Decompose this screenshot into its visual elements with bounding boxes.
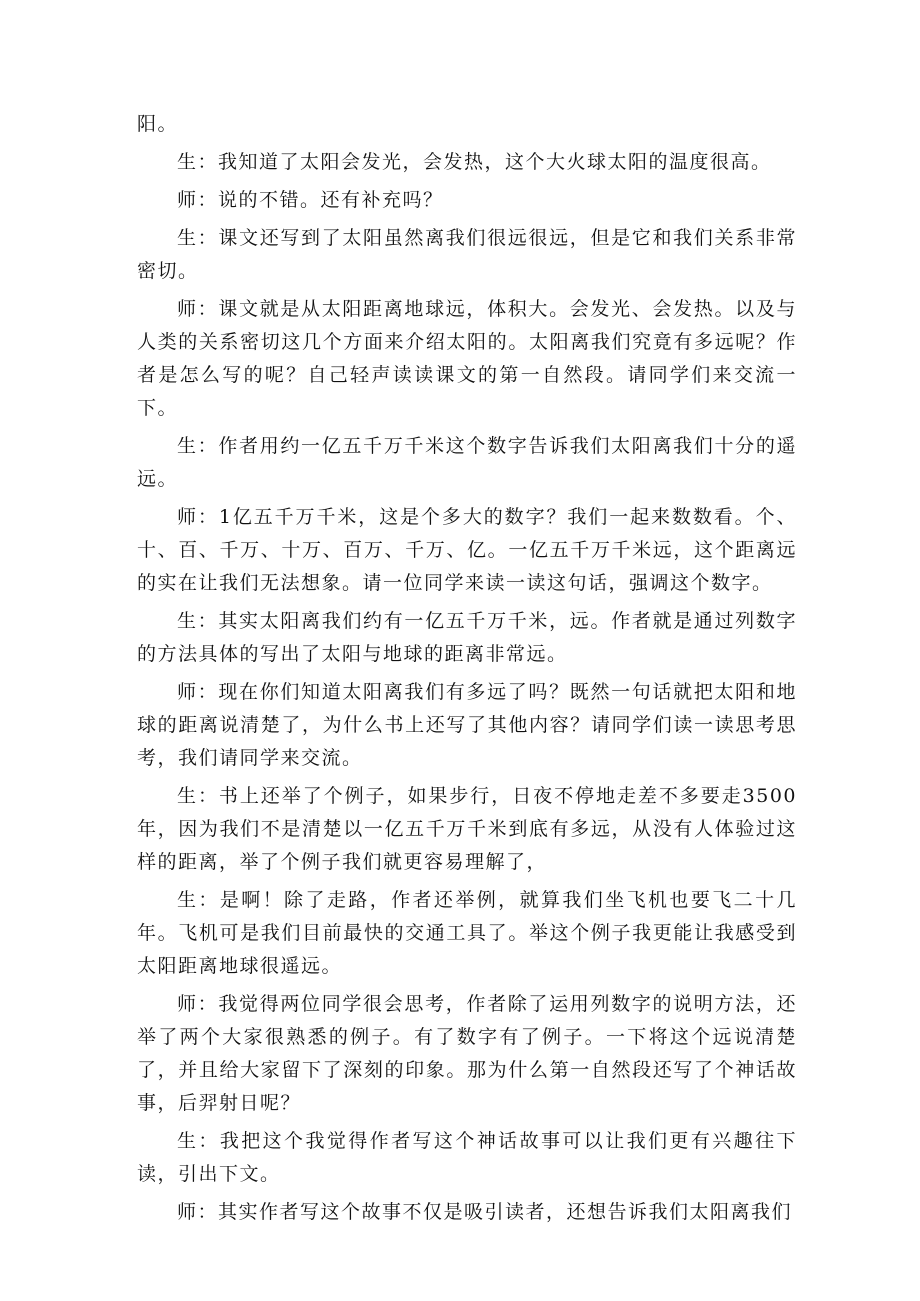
paragraph-teacher-4: 师：现在你们知道太阳离我们有多远了吗？既然一句话就把太阳和地球的距离说清楚了，为什么书上还写了其他内容？请同学们读一读思考思考，我们请同学来交流。 <box>137 681 797 769</box>
paragraph-teacher-3: 师：1亿五千万千米，这是个多大的数字？我们一起来数数看。个、十、百、千万、十万、百万、千万、亿。一亿五千万千米远，这个距离远的实在让我们无法想象。请一位同学来读一读这句话，强调这个数字。 <box>137 506 797 594</box>
paragraph-teacher-6: 师：其实作者写这个故事不仅是吸引读者，还想告诉我们太阳离我们 <box>177 1201 793 1223</box>
document-body <box>137 108 797 1234</box>
paragraph-continuation: 阳。 <box>137 113 179 135</box>
paragraph-student-3: 生：作者用约一亿五千万千米这个数字告诉我们太阳离我们十分的遥远。 <box>137 435 797 490</box>
paragraph-teacher-5: 师：我觉得两位同学很会思考，作者除了运用列数字的说明方法，还举了两个大家很熟悉的例子。有了数字有了例子。一下将这个远说清楚了，并且给大家留下了深刻的印象。那为什么第一自然段还写了个神话故事，后羿射日呢？ <box>137 993 797 1114</box>
paragraph-teacher-1: 师：说的不错。还有补充吗？ <box>177 189 444 211</box>
paragraph-student-7: 生：我把这个我觉得作者写这个神话故事可以让我们更有兴趣往下读，引出下文。 <box>137 1130 797 1185</box>
paragraph-student-1: 生：我知道了太阳会发光，会发热，这个大火球太阳的温度很高。 <box>177 151 772 173</box>
paragraph-teacher-2: 师：课文就是从太阳距离地球远，体积大。会发光、会发热。以及与人类的关系密切这几个方面来介绍太阳的。太阳离我们究竟有多远呢？作者是怎么写的呢？自己轻声读读课文的第一自然段。请同学们来交流一下。 <box>137 298 797 419</box>
paragraph-student-4: 生：其实太阳离我们约有一亿五千万千米，远。作者就是通过列数字的方法具体的写出了太阳与地球的距离非常远。 <box>137 610 797 665</box>
paragraph-student-2: 生：课文还写到了太阳虽然离我们很远很远，但是它和我们关系非常密切。 <box>137 227 797 282</box>
paragraph-student-5: 生：书上还举了个例子，如果步行，日夜不停地走差不多要走3500年，因为我们不是清楚以一亿五千万千米到底有多远，从没有人体验过这样的距离，举了个例子我们就更容易理解了， <box>137 785 797 873</box>
paragraph-student-6: 生：是啊！除了走路，作者还举例，就算我们坐飞机也要飞二十几年。飞机可是我们目前最快的交通工具了。举这个例子我更能让我感受到太阳距离地球很遥远。 <box>137 889 797 977</box>
